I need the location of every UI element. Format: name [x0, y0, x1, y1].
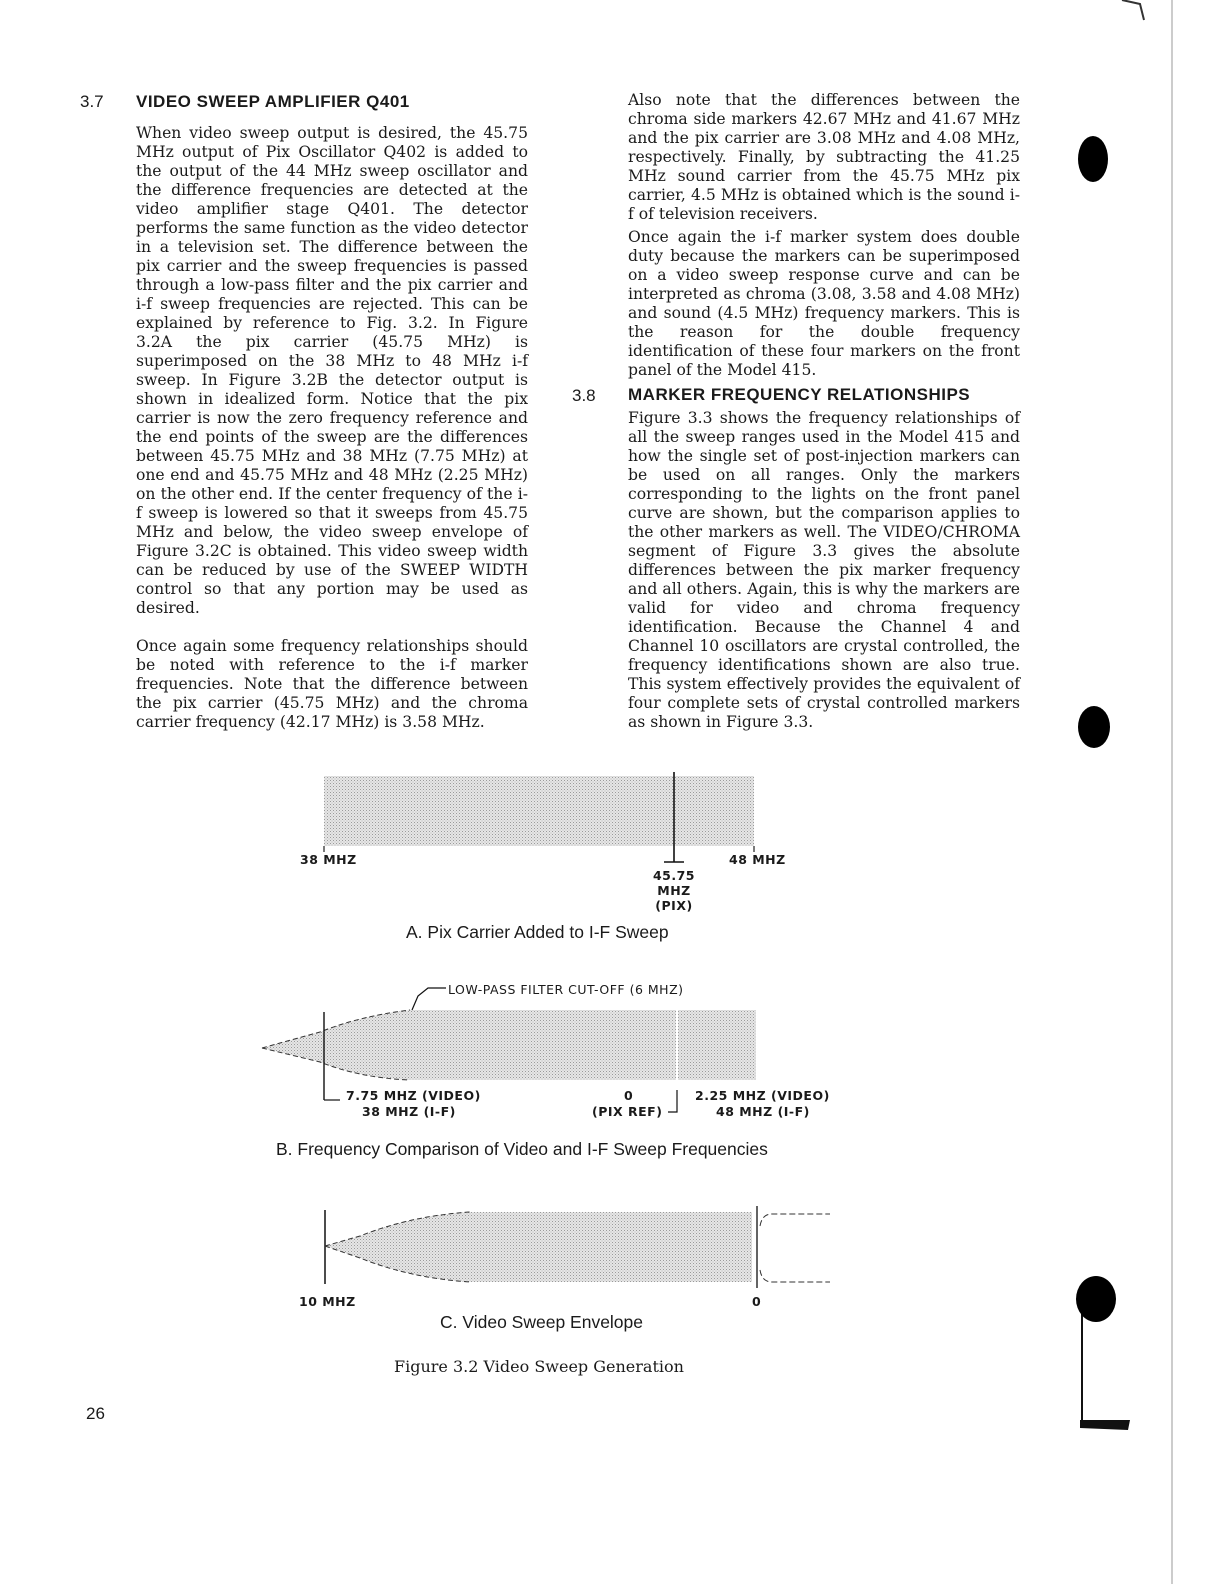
paragraph: Once again the i-f marker system does double duty because the markers can be superimposed on a video sweep response curve and can be interpreted as chroma (3.08, 3.58 and 4.08 MHz) and sound (4.5 MHz) frequency markers. This is the reason for the double frequency identification of these four markers on the front panel of the Model 415. [628, 228, 1020, 379]
envelope-edge-bottom [262, 1048, 410, 1080]
section-number-3-8: 3.8 [572, 386, 596, 405]
pix-unit: MHZ [657, 883, 691, 898]
video-envelope-bottom [325, 1246, 470, 1282]
paragraph: Also note that the differences between the chroma side markers 42.67 MHz and 41.67 MHz and the pix carrier are 3.08 MHz and 4.08 MHz, respectively. Finally, by subtracting the 41.25 MHz sound carrier from the 45.75 MHz pix carrier, 4.5 MHz is obtained which is the sound i-f of television receivers. [628, 91, 1020, 223]
filter-cutoff-leader [412, 988, 446, 1010]
label-lowpass-cutoff: LOW-PASS FILTER CUT-OFF (6 MHZ) [448, 982, 684, 997]
video-envelope-shape [325, 1212, 752, 1282]
corner-mark [1122, 0, 1144, 20]
label-right-video: 2.25 MHZ (VIDEO) [695, 1088, 830, 1103]
caption-a: A. Pix Carrier Added to I-F Sweep [406, 922, 669, 942]
punch-hole [1078, 136, 1108, 182]
figure-title: Figure 3.2 Video Sweep Generation [394, 1357, 684, 1376]
caption-b: B. Frequency Comparison of Video and I-F Sweep Frequencies [276, 1139, 768, 1159]
detected-sweep-shape [262, 1010, 756, 1080]
diagram-b [262, 988, 756, 1112]
if-sweep-band [324, 776, 754, 846]
page-number: 26 [86, 1404, 105, 1423]
paragraph: Figure 3.3 shows the frequency relationships of all the sweep ranges used in the Model 415 and how the single set of post-injection markers can be used on all ranges. Only the markers corresponding to the lights on the front panel curve are shown, but the comparison applies to the other markers as well. The VIDEO/CHROMA segment of Figure 3.3 gives the absolute differences between the pix marker frequency and all others. Again, this is why the markers are valid for video and chroma frequency identification. Because the Channel 4 and Channel 10 oscillators are crystal controlled, the frequency identifications shown are also true. This system effectively provides the equivalent of four complete sets of crystal controlled markers as shown in Figure 3.3. [628, 409, 1020, 731]
label-zero-c: 0 [752, 1294, 762, 1309]
label-right-if: 48 MHZ (I-F) [716, 1104, 810, 1119]
section-title-video-sweep-amplifier: VIDEO SWEEP AMPLIFIER Q401 [136, 92, 410, 111]
label-48mhz: 48 MHZ [729, 852, 786, 867]
right-column-bottom [628, 409, 1020, 751]
label-pix-carrier [644, 868, 704, 913]
label-38mhz: 38 MHZ [300, 852, 357, 867]
label-zero: 0 [624, 1088, 634, 1103]
right-column-top [628, 91, 1020, 384]
envelope-edge-top [262, 1010, 410, 1048]
label-left-if: 38 MHZ (I-F) [362, 1104, 456, 1119]
left-column [136, 124, 528, 751]
diagram-c [325, 1206, 830, 1288]
section-title-marker-frequency-relationships: MARKER FREQUENCY RELATIONSHIPS [628, 385, 971, 404]
label-left-video: 7.75 MHZ (VIDEO) [346, 1088, 481, 1103]
pix-frequency: 45.75 [652, 868, 696, 883]
diagram-a [324, 772, 754, 862]
punch-hole [1076, 1276, 1116, 1322]
video-envelope-top [325, 1212, 470, 1246]
pix-ref-leader [668, 1108, 677, 1112]
label-10mhz: 10 MHZ [299, 1294, 356, 1309]
label-pix-ref: (PIX REF) [592, 1104, 663, 1119]
pix-tag: (PIX) [655, 898, 693, 913]
continuation-top [760, 1214, 830, 1226]
continuation-bottom [760, 1270, 830, 1282]
binder-clip-bottom [1080, 1420, 1130, 1430]
caption-c: C. Video Sweep Envelope [440, 1312, 644, 1332]
paragraph: Once again some frequency relationships should be noted with reference to the i-f marker frequencies. Note that the difference between the pix carrier (45.75 MHz) and the chroma carrier frequency (42.17 MHz) is 3.58 MHz. [136, 637, 528, 731]
section-number-3-7: 3.7 [80, 92, 104, 111]
paragraph: When video sweep output is desired, the 45.75 MHz output of Pix Oscillator Q402 is added to the output of the 44 MHz sweep oscillator and the difference frequencies are detected at the video amplifier stage Q401. The detector performs the same function as the video detector in a television set. The difference between the pix carrier and the sweep frequencies is passed through a low-pass filter and the pix carrier and i-f sweep frequencies are rejected. This can be explained by reference to Fig. 3.2. In Figure 3.2A the pix carrier (45.75 MHz) is superimposed on the 38 MHz to 48 MHz i-f sweep. In Figure 3.2B the detector output is shown in idealized form. Notice that the pix carrier is now the zero frequency reference and the end points of the sweep are the differences between 45.75 MHz and 38 MHz (7.75 MHz) at one end and 45.75 MHz and 48 MHz (2.25 MHz) on the other end. If the center frequency of the i-f sweep is lowered so that it sweeps from 45.75 MHz and below, the video sweep envelope of Figure 3.2C is obtained. This video sweep width can be reduced by use of the SWEEP WIDTH control so that any portion may be used as desired. [136, 124, 528, 617]
punch-hole [1078, 706, 1110, 748]
